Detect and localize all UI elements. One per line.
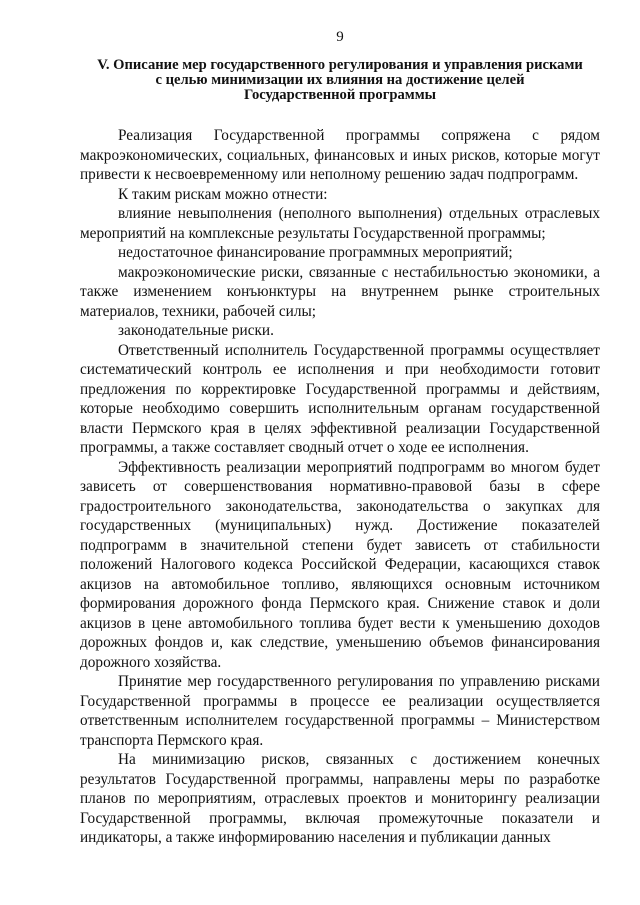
paragraph-risks-lead: К таким рискам можно отнести: — [118, 185, 328, 203]
page-number: 9 — [336, 29, 344, 45]
paragraph-minimization: На минимизацию рисков, связанных с достижением конечных результатов Государственной программы, направлены меры по разработке планов по мероприятиям, отраслевых проектов и мониторингу реализации Государственной программы, включая промежуточные показатели и индикаторы, а также информированию населения и публикации данных — [80, 751, 600, 846]
body-text — [80, 126, 600, 848]
risk-item-underfunding: недостаточное финансирование программных мероприятий; — [118, 244, 513, 261]
section-title-line-1: V. Описание мер государственного регулирования и управления рисками — [97, 57, 583, 73]
section-title-line-3: Государственной программы — [243, 87, 437, 103]
paragraph-effectiveness: Эффективность реализации мероприятий подпрограмм во многом будет зависеть от совершенствования нормативно-правовой базы в сфере градостроительного законодательства, законодательства о закупках для государственных (муниципальных) нужд. Достижение показателей подпрограмм в значительной степени будет зависеть от стабильности положений Налогового кодекса Российской Федерации, касающихся ставок акцизов на автомобильное топливо, являющихся основным источником формирования дорожного фонда Пермского края. Снижение ставок и доли акцизов в цене автомобильного топлива будет вести к уменьшению доходов дорожных фондов и, как следствие, уменьшению объемов финансирования дорожного хозяйства. — [80, 458, 600, 671]
section-title-line-2: с целью минимизации их влияния на достижение целей — [155, 72, 525, 88]
risk-item-legislative: законодательные риски. — [118, 322, 274, 339]
paragraph-intro: Реализация Государственной программы сопряжена с рядом макроэкономических, социальных, финансовых и иных рисков, которые могут привести к несвоевременному или неполному решению задач подпрограмм. — [80, 127, 600, 183]
risk-item-nonfulfillment: влияние невыполнения (неполного выполнения) отдельных отраслевых мероприятий на комплексные результаты Государственной программы; — [80, 205, 600, 242]
paragraph-control: Ответственный исполнитель Государственной программы осуществляет систематический контроль ее исполнения и при необходимости готовит предложения по корректировке Государственной программы и действиям, которые необходимо совершить исполнительным органам государственной власти Пермского края в целях эффективной реализации Государственной программы, а также составляет сводный отчет о ходе ее исполнения. — [80, 341, 600, 456]
section-title — [80, 58, 600, 103]
paragraph-regulation: Принятие мер государственного регулирования по управлению рисками Государственной программы в процессе ее реализации осуществляется ответственным исполнителем государственной программы – Министерством транспорта Пермского края. — [80, 673, 600, 749]
risk-item-macroeconomic: макроэкономические риски, связанные с нестабильностью экономики, а также изменением конъюнктуры на внутреннем рынке строительных материалов, техники, рабочей силы; — [80, 263, 600, 320]
